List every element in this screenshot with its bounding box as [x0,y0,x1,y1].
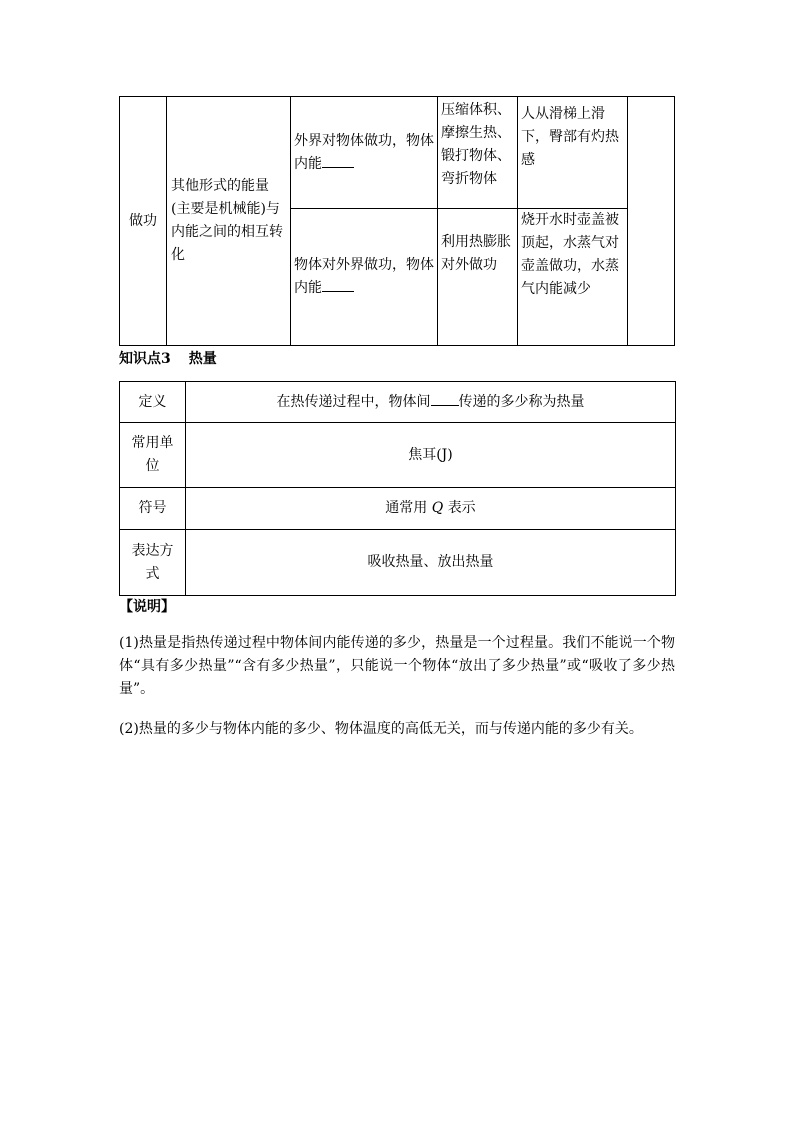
empty-cell [628,97,675,346]
answer-blank[interactable] [431,391,459,406]
unit-value: 焦耳(J) [186,423,676,488]
note-title: 【说明】 [119,599,175,615]
case2-examples: 利用热膨胀对外做功 [438,209,518,346]
expression-label: 表达方式 [120,530,186,596]
note-paragraph-1: (1)热量是指热传递过程中物体间内能传递的多少，热量是一个过程量。我们不能说一个物体“具有多少热量”“含有多少热量”，只能说一个物体“放出了多少热量”或“吸收了多少热量”。 [119,635,675,697]
heat-table [119,381,676,596]
definition-value: 在热传递过程中，物体间 传递的多少称为热量 [186,382,676,423]
case1-text: 外界对物体做功，物体内能 [291,97,438,209]
answer-blank[interactable] [322,153,354,168]
case2-instance: 烧开水时壶盖被顶起，水蒸气对壶盖做功，水蒸气内能减少 [518,209,628,346]
work-energy-table [119,96,675,346]
case1-examples: 压缩体积、摩擦生热、锻打物体、弯折物体 [438,97,518,209]
definition-label: 定义 [120,382,186,423]
symbol-value: 通常用 Q 表示 [186,488,676,530]
case1-instance: 人从滑梯上滑下，臀部有灼热感 [518,97,628,209]
unit-label: 常用单位 [120,423,186,488]
section-heading: 知识点3 热量 [119,351,217,367]
expression-value: 吸收热量、放出热量 [186,530,676,596]
answer-blank[interactable] [322,277,354,292]
symbol-label: 符号 [120,488,186,530]
case2-text: 物体对外界做功，物体内能 [291,209,438,346]
note-paragraph-2: (2)热量的多少与物体内能的多少、物体温度的高低无关，而与传递内能的多少有关。 [119,721,643,737]
row-label: 做功 [120,97,167,346]
work-description: 其他形式的能量(主要是机械能)与内能之间的相互转化 [167,97,291,346]
